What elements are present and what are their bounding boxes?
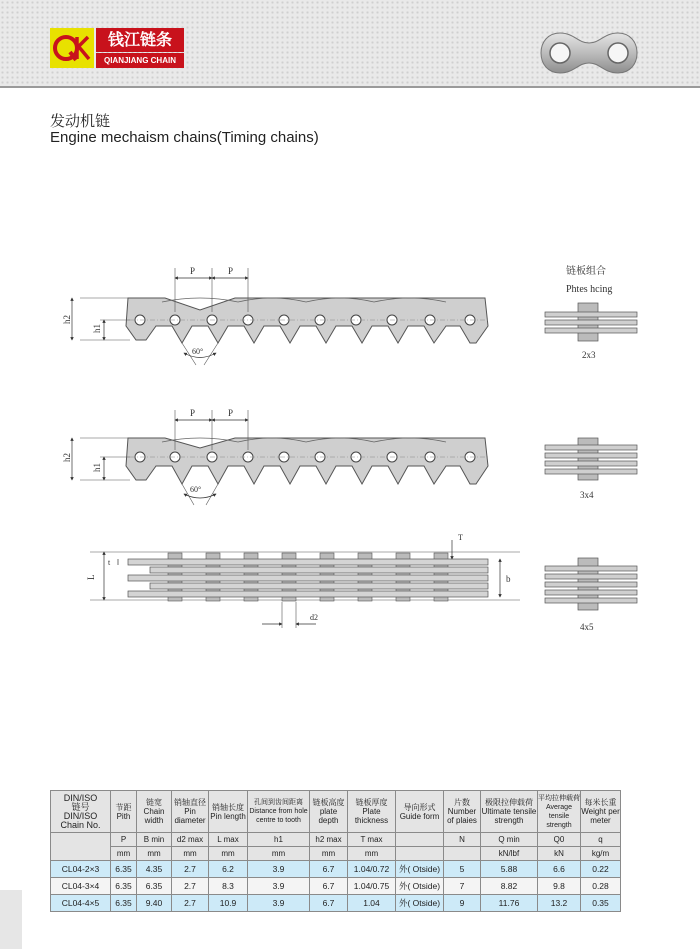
lacing-title-cn: 链板组合: [566, 266, 606, 277]
plate-combination-4x5: [545, 558, 637, 632]
chain-link-icon: [538, 30, 640, 76]
qj-logo-icon: [50, 28, 94, 68]
header-divider: [0, 86, 700, 88]
combo-label: 4x5: [580, 622, 594, 632]
col-header-chain-width: 链宽 Chain width: [137, 791, 172, 833]
col-header-pitch: 节距 Pith: [111, 791, 137, 833]
col-header-number-plates: 片数 Number of plaies: [444, 791, 481, 833]
h2-label: h2: [62, 453, 72, 462]
col-header-guide-form: 导向形式 Guide form: [396, 791, 444, 833]
brand-name-cn: 钱江链条: [96, 28, 184, 52]
col-header-plate-depth: 链板高度 plate depth: [310, 791, 348, 833]
plate-combination-3x4: [545, 438, 637, 500]
header-row-symbols: P B min d2 max L max h1 h2 max T max N Q min Q0 q: [51, 833, 621, 847]
spec-table: [50, 790, 621, 912]
table-row: CL04-3×4 6.35 6.35 2.7 8.3 3.9 6.7 1.04/0.75 外( Otside) 7 8.82 9.8 0.28: [51, 878, 621, 895]
h2-label: h2: [62, 315, 72, 324]
table-row: CL04-2×3 6.35 4.35 2.7 6.2 3.9 6.7 1.04/0.72 外( Otside) 5 5.88 6.6 0.22: [51, 861, 621, 878]
h1-label: h1: [92, 324, 102, 333]
h1-label: h1: [92, 463, 102, 472]
chain-top-view: [86, 533, 520, 628]
lacing-title-en: Phtes hcing: [566, 284, 613, 295]
combo-label: 2x3: [582, 350, 596, 360]
corner-decoration: [0, 890, 22, 949]
combo-label: 3x4: [580, 490, 594, 500]
header-row-names: [51, 791, 621, 833]
d2-label: d2: [310, 613, 318, 622]
col-header-hole-to-tooth: 孔间到齿间距离 Distance from hole centre to tooth: [248, 791, 310, 833]
brand-name-en: QIANJIANG CHAIN: [96, 53, 184, 68]
col-header-pin-diameter: 销轴直径 Pin diameter: [172, 791, 209, 833]
chain-side-view-1: [62, 266, 490, 365]
pitch-label: P: [228, 408, 234, 418]
col-header-plate-thickness: 链板厚度 Plate thickness: [348, 791, 396, 833]
header-row-units: mm mm mm mm mm mm mm kN/lbf kN kg/m: [51, 847, 621, 861]
angle-label: 60°: [190, 485, 202, 494]
chain-side-view-2: [62, 408, 490, 505]
T-label: T: [458, 533, 463, 542]
L-label: L: [86, 574, 96, 580]
pitch-label: P: [190, 408, 196, 418]
table-row: CL04-4×5 6.35 9.40 2.7 10.9 3.9 6.7 1.04 外( Otside) 9 11.76 13.2 0.35: [51, 895, 621, 912]
section-title-en: Engine mechaism chains(Timing chains): [50, 129, 319, 146]
col-header-average-strength: 平均拉伸载荷 Average tensile strength: [538, 791, 581, 833]
section-title-cn: 发动机链: [50, 112, 111, 130]
pitch-label: P: [228, 266, 234, 276]
b-label: b: [506, 574, 511, 584]
col-header-pin-length: 销轴长度 Pin length: [209, 791, 248, 833]
col-header-weight: 每米长重 Weight per meter: [581, 791, 621, 833]
col-header-ultimate-strength: 极限拉伸载荷 Ultimate tensile strength: [481, 791, 538, 833]
chain-technical-drawing: [0, 250, 700, 650]
plate-combination-2x3: [545, 264, 637, 360]
t-label: t: [108, 558, 111, 567]
logo-mark: [50, 28, 94, 68]
chain-no-header: DIN/ISO 链号 DIN/ISO Chain No.: [51, 791, 111, 833]
angle-label: 60°: [192, 347, 204, 356]
pitch-label: P: [190, 266, 196, 276]
